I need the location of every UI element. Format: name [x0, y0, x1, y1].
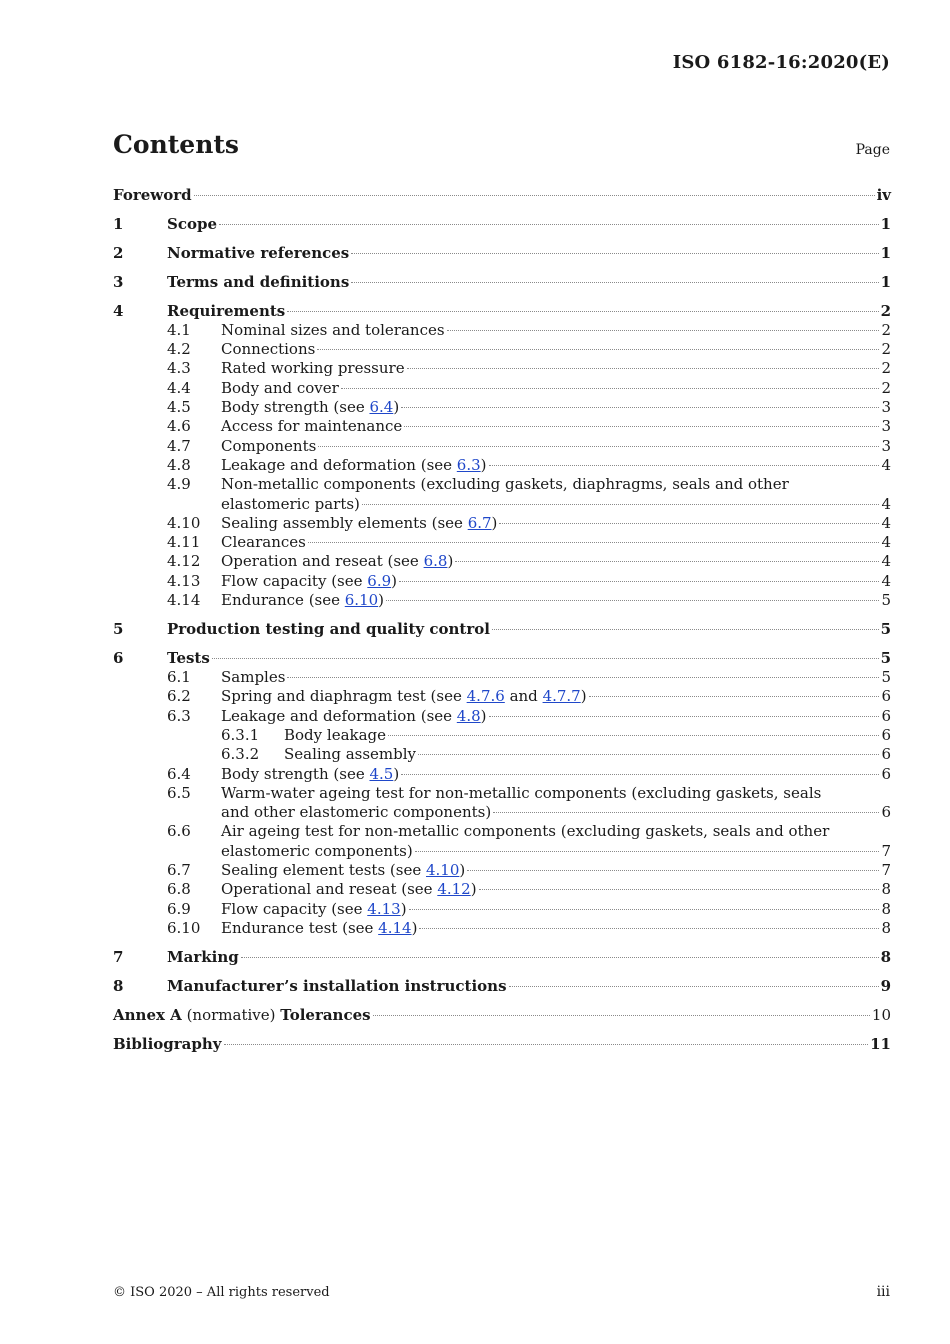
dot-leader	[589, 696, 880, 697]
toc-entry-number: 6.9	[167, 899, 191, 918]
toc-entry-title-text: Bibliography	[113, 1034, 222, 1053]
toc-entry-title	[284, 726, 386, 745]
toc-entry-title	[221, 572, 397, 591]
toc-entry[interactable]	[113, 359, 891, 378]
toc-entry-title	[221, 668, 285, 687]
toc-entry-title	[221, 533, 306, 552]
toc-entry-page: 1	[880, 214, 891, 233]
toc-entry-number: 4.7	[167, 436, 191, 455]
toc-entry[interactable]	[113, 533, 891, 552]
dot-leader	[479, 889, 880, 890]
dot-leader	[418, 754, 879, 755]
dot-leader	[241, 957, 879, 958]
toc-entry-title	[221, 340, 315, 359]
toc-entry-number: 6.3.2	[221, 745, 260, 764]
toc-entry-title-end: )	[378, 591, 385, 610]
toc-entry-page: 2	[881, 340, 891, 359]
toc-entry-page: 10	[871, 1005, 891, 1024]
toc-entry-page: 8	[881, 918, 891, 937]
toc-entry-page: 6	[881, 687, 891, 706]
toc-entry-title	[221, 842, 413, 861]
toc-entry-number: 5	[113, 619, 124, 638]
cross-reference-link[interactable]: 4.8	[456, 706, 481, 725]
cross-reference-link[interactable]: 4.12	[437, 880, 471, 899]
toc-entry-page: 7	[881, 841, 891, 860]
toc-entry-title-text: Flow capacity (see	[221, 571, 368, 590]
toc-entry[interactable]	[113, 379, 891, 398]
table-of-contents	[113, 186, 891, 1054]
toc-entry-number: 1	[113, 214, 124, 233]
toc-entry-title-text: Requirements	[167, 301, 286, 320]
toc-entry-title-text: Body strength (see	[221, 764, 370, 783]
toc-entry-title-end: )	[393, 764, 400, 783]
toc-entry-page: 5	[880, 619, 891, 638]
toc-entry-number: 4.10	[167, 513, 201, 532]
dot-leader	[447, 330, 880, 331]
toc-entry-title	[167, 273, 349, 292]
dot-leader	[419, 928, 879, 929]
toc-entry-title	[167, 977, 507, 996]
toc-entry[interactable]	[113, 707, 891, 726]
toc-entry-number: 3	[113, 272, 124, 291]
toc-entry-title	[113, 1006, 371, 1025]
toc-entry-number: 4.14	[167, 591, 201, 610]
toc-entry-number: 6	[113, 648, 124, 667]
page-number: iii	[876, 1284, 890, 1300]
toc-entry-page: 3	[881, 417, 891, 436]
dot-leader	[492, 629, 879, 630]
toc-entry-number: 4.5	[167, 398, 191, 417]
toc-entry-title	[167, 948, 239, 967]
cross-reference-link[interactable]: 4.10	[426, 861, 460, 880]
toc-entry-title-text: Tests	[167, 648, 210, 667]
toc-entry-page: 7	[881, 861, 891, 880]
toc-entry-title	[221, 514, 497, 533]
toc-entry-page: 4	[881, 533, 891, 552]
toc-entry-title-text: Samples	[221, 668, 286, 687]
dot-leader	[287, 677, 879, 678]
dot-leader	[362, 504, 880, 505]
toc-entry[interactable]	[113, 649, 891, 668]
toc-entry-title	[221, 880, 477, 899]
toc-entry-title	[221, 437, 316, 456]
toc-entry-title	[113, 1035, 222, 1054]
toc-entry-number: 6.10	[167, 918, 201, 937]
toc-entry-page: 2	[881, 359, 891, 378]
toc-entry-title-end: )	[459, 861, 466, 880]
dot-leader	[351, 253, 878, 254]
toc-entry-page: 2	[880, 301, 891, 320]
dot-leader	[224, 1044, 869, 1045]
toc-entry-title-text: Leakage and deformation (see	[221, 455, 457, 474]
toc-entry-page: 8	[880, 947, 891, 966]
dot-leader	[401, 407, 879, 408]
toc-entry-number: 4.12	[167, 552, 201, 571]
toc-entry-page: 2	[881, 320, 891, 339]
toc-entry-title	[221, 919, 417, 938]
toc-entry-title	[167, 620, 490, 639]
toc-entry-title-text: Production testing and quality control	[167, 619, 490, 638]
toc-entry-title-text: elastomeric parts)	[221, 494, 360, 513]
cross-reference-link[interactable]: 6.10	[344, 591, 379, 610]
toc-entry-number: 4.4	[167, 378, 191, 397]
toc-entry-title-text: Flow capacity (see	[221, 899, 368, 918]
toc-entry-number: 4.13	[167, 571, 201, 590]
toc-entry-title	[221, 495, 360, 514]
toc-entry[interactable]	[113, 475, 891, 514]
dot-leader	[212, 658, 879, 659]
toc-entry-page: 6	[881, 725, 891, 744]
document-identifier: ISO 6182-16:2020(E)	[672, 52, 890, 73]
toc-entry-title-text: elastomeric components)	[221, 841, 413, 860]
toc-entry-number: 6.3.1	[221, 725, 260, 744]
toc-entry[interactable]	[113, 784, 891, 823]
toc-entry-page: 9	[880, 976, 891, 995]
dot-leader	[493, 812, 879, 813]
toc-entry-title-text: Clearances	[221, 533, 306, 552]
dot-leader	[194, 195, 875, 196]
cross-reference-link[interactable]: 4.7.6	[466, 687, 505, 706]
toc-entry-title-end: )	[480, 706, 487, 725]
toc-entry-title-text: Scope	[167, 214, 218, 233]
dot-leader	[455, 561, 879, 562]
annex-title: Tolerances	[280, 1005, 371, 1024]
dot-leader	[318, 446, 879, 447]
dot-leader	[388, 735, 879, 736]
annex-label: Annex A	[113, 1005, 182, 1024]
toc-entry-title	[167, 302, 285, 321]
dot-leader	[407, 368, 880, 369]
toc-entry[interactable]	[113, 668, 891, 687]
toc-entry-title-text: Connections	[221, 340, 316, 359]
toc-entry-title-text: Components	[221, 436, 317, 455]
toc-entry-number: 8	[113, 976, 124, 995]
dot-leader	[409, 909, 880, 910]
toc-entry[interactable]	[113, 822, 891, 861]
toc-entry[interactable]	[113, 1006, 891, 1025]
toc-entry-number: 6.2	[167, 687, 191, 706]
toc-entry-title	[221, 398, 399, 417]
annex-type: (normative)	[181, 1005, 281, 1024]
toc-entry[interactable]	[113, 745, 891, 764]
toc-entry-page: 11	[870, 1034, 891, 1053]
toc-entry[interactable]	[113, 948, 891, 967]
toc-entry-title-text: Terms and definitions	[167, 272, 350, 291]
toc-entry-title	[221, 321, 445, 340]
toc-entry-page: 3	[881, 398, 891, 417]
toc-entry-page: 4	[881, 571, 891, 590]
dot-leader	[341, 388, 880, 389]
toc-entry[interactable]	[113, 687, 891, 706]
toc-entry-title	[167, 649, 210, 668]
toc-entry[interactable]	[113, 977, 891, 996]
toc-entry-title	[221, 687, 587, 706]
toc-entry-number: 4	[113, 301, 124, 320]
cross-reference-link[interactable]: 6.9	[367, 571, 392, 590]
dot-leader	[386, 600, 879, 601]
toc-entry-page: 5	[881, 591, 891, 610]
toc-entry[interactable]	[113, 186, 891, 205]
cross-reference-link[interactable]: 6.8	[423, 552, 448, 571]
toc-entry-number: 2	[113, 243, 124, 262]
toc-entry-title-end: )	[393, 398, 400, 417]
toc-entry-page: 4	[881, 455, 891, 474]
toc-entry-number: 6.1	[167, 668, 191, 687]
page-title: Contents	[113, 130, 240, 159]
toc-entry-number: 6.6	[167, 822, 191, 841]
toc-entry[interactable]	[113, 900, 891, 919]
toc-entry[interactable]	[113, 591, 891, 610]
toc-entry-title-text: and other elastomeric components)	[221, 803, 492, 822]
dot-leader	[401, 774, 879, 775]
toc-entry-title-text: Foreword	[113, 186, 192, 204]
toc-entry-page: 4	[881, 513, 891, 532]
toc-entry-title-text: Manufacturer’s installation instructions	[167, 976, 507, 995]
toc-entry-title	[167, 244, 349, 263]
cross-reference-link[interactable]: 4.7.7	[542, 687, 581, 706]
toc-entry-title-line: Air ageing test for non-metallic components (excluding gaskets, seals and other	[221, 822, 830, 841]
toc-entry-title	[221, 765, 399, 784]
toc-entry-page: 3	[881, 436, 891, 455]
toc-entry-title-end: )	[391, 571, 397, 590]
toc-entry-number: 6.4	[167, 764, 191, 783]
toc-entry-title	[221, 707, 487, 726]
toc-entry-title	[167, 215, 217, 234]
toc-entry[interactable]	[113, 302, 891, 321]
toc-entry-title-line: Warm-water ageing test for non-metallic components (excluding gaskets, seals	[221, 783, 822, 802]
toc-entry-number: 6.5	[167, 783, 191, 802]
toc-entry[interactable]	[113, 726, 891, 745]
toc-entry-title-text: Body strength (see	[221, 398, 370, 417]
toc-entry-title-text: Rated working pressure	[221, 359, 405, 378]
toc-entry-number: 7	[113, 947, 124, 966]
toc-entry-title-text: Sealing assembly elements (see	[221, 513, 468, 532]
toc-entry-title-text: Operation and reseat (see	[221, 552, 424, 571]
toc-entry-title-text: Nominal sizes and tolerances	[221, 320, 445, 339]
dot-leader	[373, 1015, 870, 1016]
toc-entry[interactable]	[113, 765, 891, 784]
toc-entry-page: 6	[881, 745, 891, 764]
toc-entry[interactable]	[113, 514, 891, 533]
toc-entry-title	[221, 456, 487, 475]
dot-leader	[404, 426, 879, 427]
toc-entry-page: 8	[881, 880, 891, 899]
toc-entry[interactable]	[113, 620, 891, 639]
toc-entry-title	[284, 745, 416, 764]
dot-leader	[509, 986, 879, 987]
toc-entry[interactable]	[113, 215, 891, 234]
toc-entry[interactable]	[113, 861, 891, 880]
toc-entry[interactable]	[113, 417, 891, 436]
dot-leader	[499, 523, 879, 524]
toc-entry[interactable]	[113, 572, 891, 591]
dot-leader	[489, 716, 880, 717]
toc-entry-title	[221, 591, 384, 610]
toc-entry[interactable]	[113, 552, 891, 571]
toc-entry-title-text: Endurance test (see	[221, 918, 379, 937]
toc-entry[interactable]	[113, 273, 891, 292]
toc-entry[interactable]	[113, 321, 891, 340]
toc-entry-title	[221, 359, 405, 378]
toc-entry[interactable]	[113, 880, 891, 899]
toc-entry[interactable]	[113, 398, 891, 417]
dot-leader	[467, 870, 879, 871]
toc-entry-title-text: Body and cover	[221, 378, 339, 397]
toc-entry-number: 4.1	[167, 320, 191, 339]
toc-entry-number: 4.9	[167, 475, 191, 494]
toc-entry-title-text: Normative references	[167, 243, 350, 262]
toc-entry-title-end: )	[470, 880, 477, 899]
dot-leader	[287, 311, 878, 312]
toc-entry-number: 4.2	[167, 340, 191, 359]
cross-reference-link[interactable]: 4.5	[369, 764, 394, 783]
toc-entry[interactable]	[113, 456, 891, 475]
dot-leader	[351, 282, 878, 283]
toc-entry-title	[221, 552, 453, 571]
toc-entry-title-text: Sealing assembly	[284, 745, 417, 764]
toc-entry-page: 1	[880, 243, 891, 262]
toc-entry-page: 6	[881, 706, 891, 725]
toc-entry-number: 4.3	[167, 359, 191, 378]
toc-entry-title-end: )	[580, 687, 587, 706]
dot-leader	[308, 542, 880, 543]
dot-leader	[219, 224, 879, 225]
toc-entry[interactable]	[113, 244, 891, 263]
toc-entry-page: 4	[881, 494, 891, 513]
toc-entry-page: 6	[881, 764, 891, 783]
toc-entry-title	[221, 379, 339, 398]
toc-entry-title	[221, 417, 402, 436]
toc-entry-page: 5	[881, 668, 891, 687]
cross-reference-link[interactable]: 6.3	[456, 455, 481, 474]
toc-entry-number: 6.8	[167, 880, 191, 899]
toc-entry-page: 6	[881, 803, 891, 822]
toc-entry-page: iv	[876, 186, 891, 204]
toc-entry-title	[221, 803, 491, 822]
toc-entry-title	[221, 900, 407, 919]
dot-leader	[317, 349, 879, 350]
toc-entry-title	[221, 861, 465, 880]
toc-entry-title-end: )	[400, 899, 407, 918]
page-column-label: Page	[855, 142, 890, 158]
toc-entry-title-text: Spring and diaphragm test (see	[221, 687, 467, 706]
toc-entry-title-text: Sealing element tests (see	[221, 861, 426, 880]
toc-entry-title-text: Endurance (see	[221, 591, 345, 610]
cross-reference-link[interactable]: 4.14	[378, 918, 412, 937]
toc-entry-page: 2	[881, 378, 891, 397]
toc-entry-title-text: Marking	[167, 947, 239, 966]
copyright-notice: © ISO 2020 – All rights reserved	[113, 1285, 330, 1300]
toc-entry-page: 8	[881, 899, 891, 918]
dot-leader	[399, 581, 879, 582]
toc-entry[interactable]	[113, 1035, 891, 1054]
dot-leader	[415, 851, 880, 852]
toc-entry-page: 1	[880, 272, 891, 291]
cross-reference-link[interactable]: 6.7	[467, 513, 492, 532]
toc-entry[interactable]	[113, 437, 891, 456]
toc-entry-page: 5	[880, 648, 891, 667]
cross-reference-link[interactable]: 6.4	[369, 398, 394, 417]
toc-entry-title-end: )	[447, 552, 454, 571]
dot-leader	[489, 465, 880, 466]
toc-entry-title-end: )	[411, 918, 418, 937]
toc-entry-page: 4	[881, 552, 891, 571]
toc-entry[interactable]	[113, 919, 891, 938]
toc-entry-title-text: Body leakage	[284, 725, 387, 744]
toc-entry-title	[113, 186, 192, 205]
toc-entry-title-end: )	[491, 513, 498, 532]
toc-entry-title-line: Non-metallic components (excluding gaskets, diaphragms, seals and other	[221, 475, 789, 494]
toc-entry-number: 4.11	[167, 533, 201, 552]
toc-entry-title-text: Leakage and deformation (see	[221, 706, 457, 725]
toc-entry-title-text: Access for maintenance	[221, 417, 403, 436]
toc-entry-number: 6.3	[167, 706, 191, 725]
link-separator: and	[504, 687, 543, 706]
toc-entry-number: 4.6	[167, 417, 191, 436]
toc-entry-number: 6.7	[167, 861, 191, 880]
toc-entry[interactable]	[113, 340, 891, 359]
toc-entry-title-text: Operational and reseat (see	[221, 880, 438, 899]
cross-reference-link[interactable]: 4.13	[367, 899, 401, 918]
toc-entry-number: 4.8	[167, 455, 191, 474]
toc-entry-title-end: )	[480, 455, 487, 474]
